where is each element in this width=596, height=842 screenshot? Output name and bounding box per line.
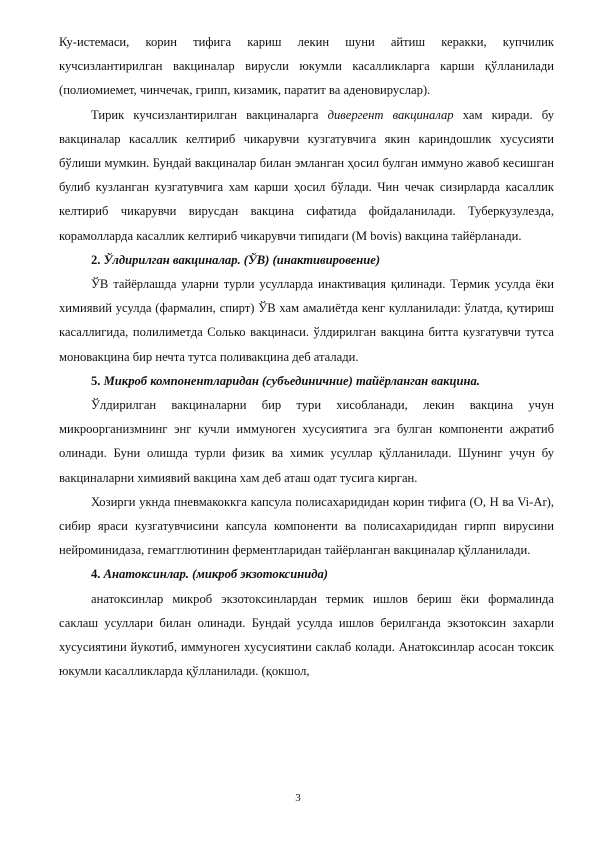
section-heading-killed-vaccines (59, 248, 554, 272)
paragraph-text-end: хам киради. бу вакциналар касаллик келтириб чикарувчи кузгатувчига якин кариндошлик хусусияти бўлиши мумкин. Бундай вакциналар билан эмланган ҳосил булган иммуно жавоб кесишган булиб кузланган кузгатувчига хам карши ҳосил бўлади. Чин чечак сизирларда касаллик келтириб чикарувчи вирусдан вакцина сифатида фойдаланилади. Туберкузулезда, корамолларда касаллик келтириб чикарувчи типидаги (M bovis) вакцина тайёрланади. (59, 107, 554, 243)
section-heading-anatoxins (59, 562, 554, 586)
section-heading-subunit-vaccines (59, 369, 554, 393)
section-title: Анатоксинлар. (микроб экзотоксинида) (103, 567, 328, 582)
section-number: 5. (91, 373, 101, 388)
paragraph-inactivation: ЎВ тайёрлашда уларни турли усулларда инактивация қилинади. Термик усулда ёки химиявий усулда (фармалин, спирт) ЎВ хам амалиётда кенг кулланилади: ўлатда, қутириш касаллигида, полилиметда Солько вакцинаси. ўлдирилган вакцина битта кузгатувчи тутса моновакцина бир нечта тутса поливакцина деб аталади. (59, 277, 554, 364)
paragraph-anatoxins: анатоксинлар микроб экзотоксинлардан термик ишлов бериш ёки формалинда саклаш усуллари билан олинади. Бундай усулда ишлов берилганда экзотоксин захарли хусусиятини йукотиб, иммуноген хусусиятини саклаб колади. Анатоксинлар асосан токсик юкумли касалликларда қўлланилади. (қокшол, (59, 591, 554, 679)
section-number: 2. (91, 252, 101, 267)
section-title: Микроб компонентларидан (субъединичние) тайёрланган вакцина. (103, 373, 480, 388)
paragraph-chemical-vaccines: Ўлдирилган вакциналарни бир тури хисобланади, лекин вакцина учун микроорганизмнинг энг кучли иммуноген хусусиятига эга булган компоненти ажратиб олинади. Буни олишда турли физик ва химик усуллар қўлланилади. Шунинг учун бу вакциналарни химиявий вакцина хам деб аташ одат тусига кирган. (59, 398, 554, 485)
document-page (59, 30, 554, 683)
section-title: Ўлдирилган вакциналар. (ЎВ) (инактивировение) (103, 252, 381, 267)
paragraph-current-vaccines: Хозирги укнда пневмакоккга капсула полисахаридидан корин тифига (O, H ва Vi-Ar), сибир яраси кузгатувчисини капсула компоненти ва полисахаридидан гирпп вирусини нейроминидаза, гемагглютинин ферментларидан тайёрланган вакциналар қўлланилади. (59, 494, 554, 558)
section-number: 4. (91, 567, 101, 582)
divergent-vaccines-term: дивергент вакциналар (327, 107, 454, 122)
paragraph-live-vaccines (59, 103, 554, 248)
paragraph-continuation: Ку-истемаси, корин тифига кариш лекин шуни айтиш керакки, купчилик кучсизлантирилган вакциналар вирусли юкумли касалликларга карши қўлланилади (полиомиемет, чинчечак, грипп, кизамик, паратит ва аденовируслар). (59, 35, 554, 98)
paragraph-text-start: Тирик кучсизлантирилган вакциналарга (91, 107, 328, 122)
page-number: 3 (295, 792, 301, 804)
